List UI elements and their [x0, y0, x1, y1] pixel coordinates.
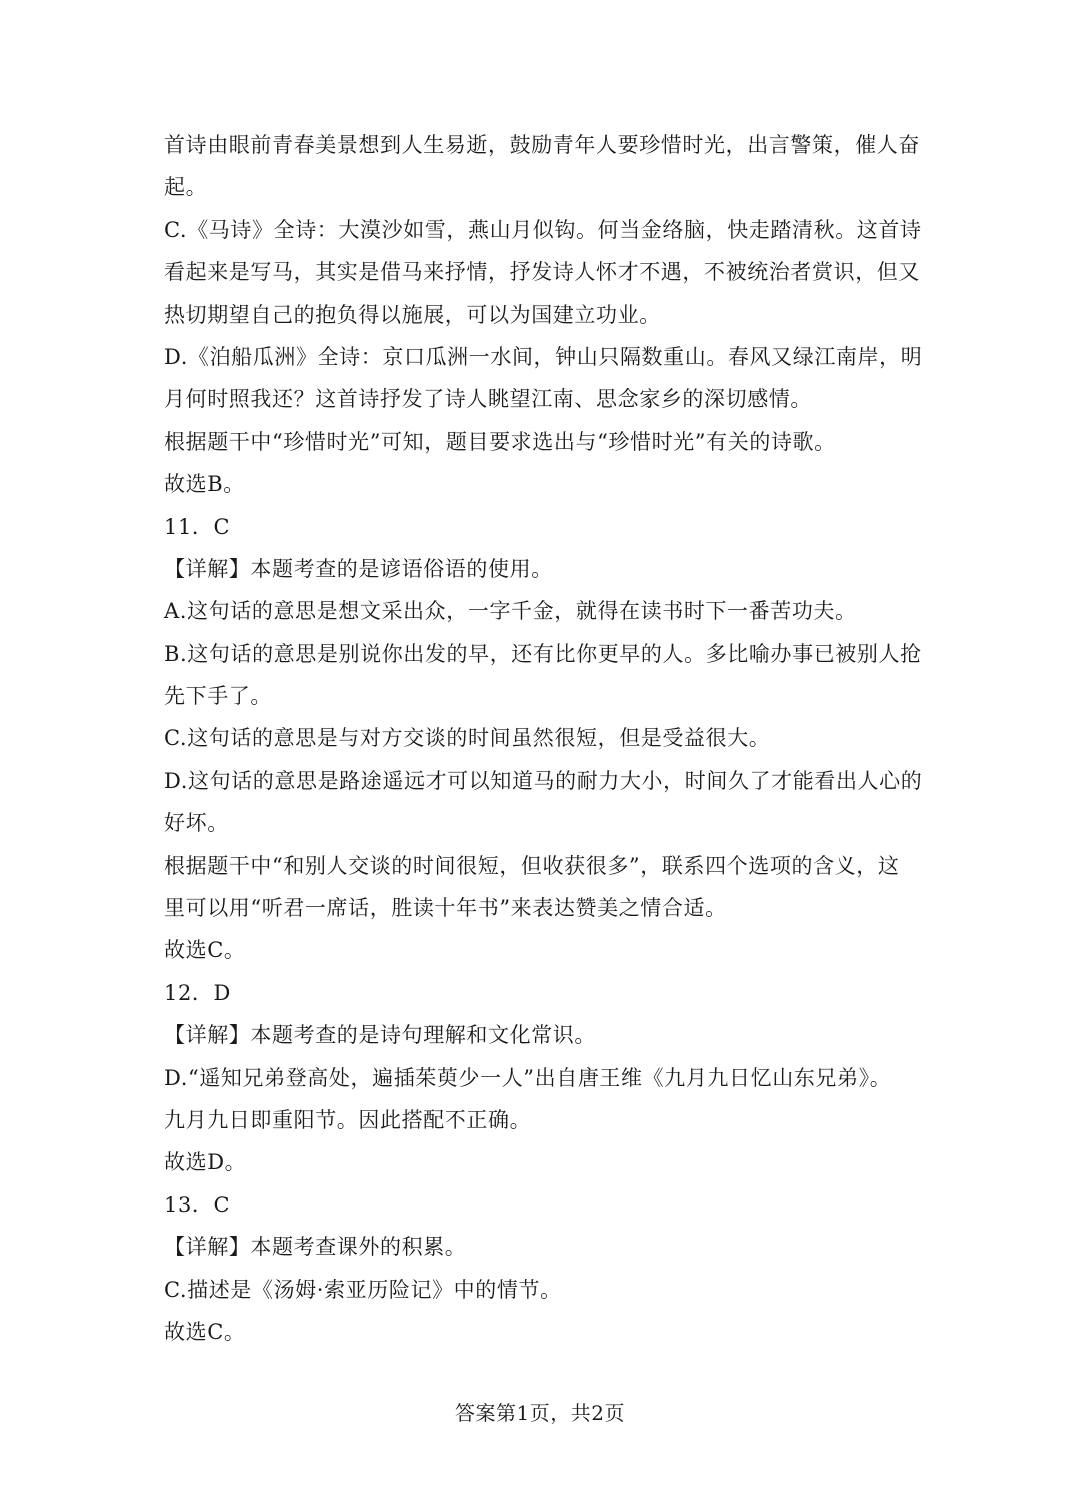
- explanation-heading: 【详解】本题考查的是诗句理解和文化常识。: [164, 1023, 596, 1048]
- text-line: 先下手了。: [164, 684, 272, 709]
- conclusion-line: 故选D。: [164, 1150, 247, 1175]
- text-line: C.这句话的意思是与对方交谈的时间虽然很短，但是受益很大。: [164, 726, 771, 751]
- question-number-13: 13．C: [164, 1192, 231, 1217]
- conclusion-line: 故选C。: [164, 1319, 246, 1344]
- conclusion-line: 故选B。: [164, 472, 245, 497]
- text-line: 看起来是写马，其实是借马来抒情，抒发诗人怀才不遇，不被统治者赏识，但又: [164, 260, 920, 285]
- text-line: 好坏。: [164, 811, 229, 836]
- explanation-heading: 【详解】本题考查的是谚语俗语的使用。: [164, 556, 553, 581]
- text-line: C.《马诗》全诗：大漠沙如雪，燕山月似钩。何当金络脑，快走踏清秋。这首诗: [164, 217, 922, 242]
- text-line: 热切期望自己的抱负得以施展，可以为国建立功业。: [164, 302, 661, 327]
- question-number-11: 11．C: [164, 514, 231, 539]
- page-footer: 答案第1页，共2页: [455, 1401, 625, 1425]
- question-number-12: 12．D: [164, 980, 231, 1005]
- text-line: A.这句话的意思是想文采出众，一字千金，就得在读书时下一番苦功夫。: [164, 599, 857, 624]
- text-line: B.这句话的意思是别说你出发的早，还有比你更早的人。多比喻办事已被别人抢: [164, 641, 922, 666]
- text-line: 月何时照我还？这首诗抒发了诗人眺望江南、思念家乡的深切感情。: [164, 387, 812, 412]
- text-line: D.这句话的意思是路途遥远才可以知道马的耐力大小，时间久了才能看出人心的: [164, 768, 923, 793]
- text-line: D.“遥知兄弟登高处，遍插茱萸少一人”出自唐王维《九月九日忆山东兄弟》。: [164, 1065, 892, 1090]
- text-line: 里可以用“听君一席话，胜读十年书”来表达赞美之情合适。: [164, 896, 727, 921]
- text-line: 九月九日即重阳节。因此搭配不正确。: [164, 1107, 532, 1132]
- answer-text-body: [164, 124, 924, 1353]
- text-line: C.描述是《汤姆·索亚历险记》中的情节。: [164, 1277, 562, 1302]
- conclusion-line: 故选C。: [164, 938, 246, 963]
- text-line: 首诗由眼前青春美景想到人生易逝，鼓励青年人要珍惜时光，出言警策，催人奋: [164, 133, 920, 157]
- text-line: 根据题干中“珍惜时光”可知，题目要求选出与“珍惜时光”有关的诗歌。: [164, 429, 836, 454]
- text-line: 根据题干中“和别人交谈的时间很短，但收获很多”，联系四个选项的含义，这: [164, 853, 900, 878]
- explanation-heading: 【详解】本题考查课外的积累。: [164, 1235, 467, 1260]
- text-line: D.《泊船瓜洲》全诗：京口瓜洲一水间，钟山只隔数重山。春风又绿江南岸，明: [164, 344, 923, 369]
- text-line: 起。: [164, 175, 208, 200]
